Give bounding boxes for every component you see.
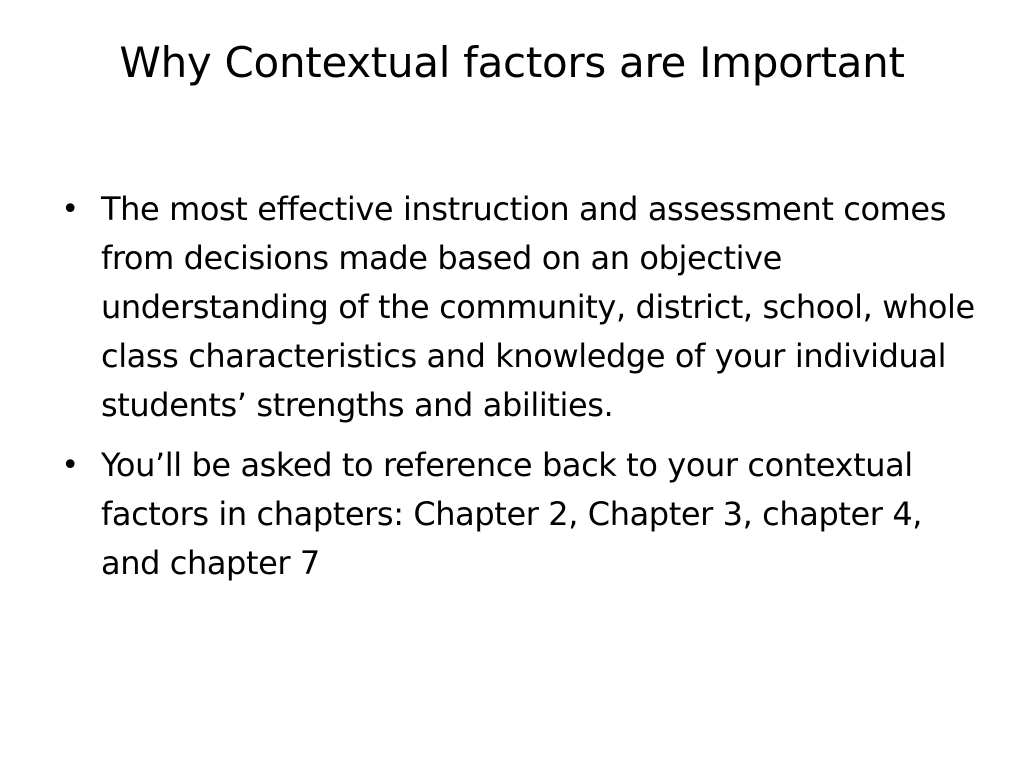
- bullet-list: [60, 185, 980, 599]
- bullet-text: You’ll be asked to reference back to your contextual factors in chapters: Chapter 2, Chapter 3, chapter 4, and chapter 7: [101, 446, 923, 582]
- bullet-icon: •: [61, 192, 79, 227]
- bullet-icon: •: [61, 448, 79, 483]
- slide-title: Why Contextual factors are Important: [119, 38, 905, 87]
- bullet-item: [60, 441, 980, 588]
- bullet-text: The most effective instruction and assessment comes from decisions made based on an objective understanding of the community, district, school, whole class characteristics and knowledge of your individual students’ strengths and abilities.: [101, 190, 975, 424]
- bullet-item: [60, 185, 980, 430]
